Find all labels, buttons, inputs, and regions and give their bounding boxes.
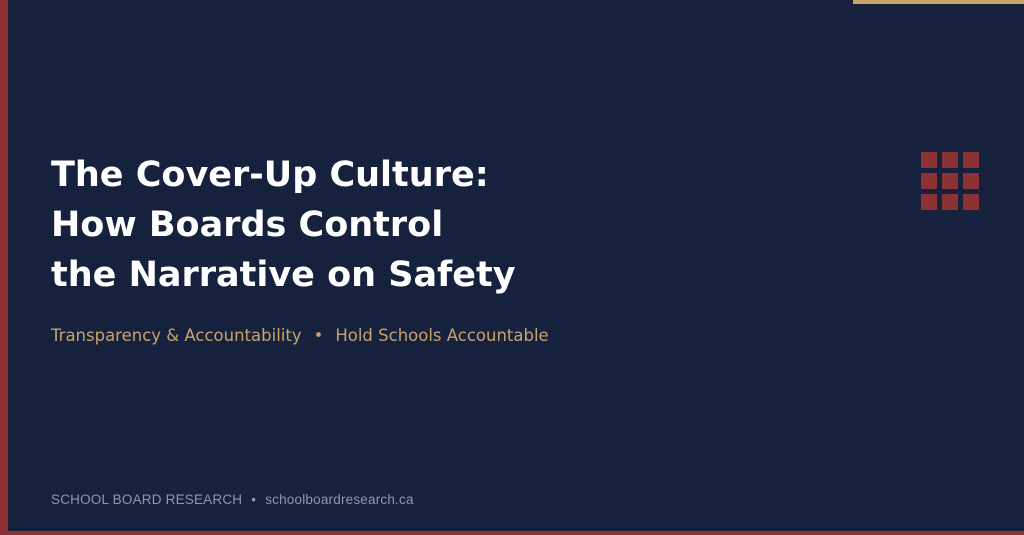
grid-square — [942, 152, 958, 168]
grid-icon — [921, 152, 981, 212]
top-accent-bar — [853, 0, 1024, 4]
grid-square — [942, 173, 958, 189]
footer-brand: SCHOOL BOARD RESEARCH — [51, 492, 243, 507]
grid-square — [921, 173, 937, 189]
subtitle-category: Transparency & Accountability — [51, 326, 302, 345]
subtitle-separator: • — [313, 326, 324, 345]
footer — [51, 492, 414, 507]
grid-square — [963, 173, 979, 189]
title-line-1: The Cover-Up Culture: — [51, 155, 489, 195]
footer-separator: • — [251, 492, 257, 507]
bottom-accent-bar — [0, 531, 1024, 535]
subtitle-tag: Hold Schools Accountable — [335, 326, 549, 345]
title-line-2: How Boards Control — [51, 205, 444, 245]
grid-square — [963, 194, 979, 210]
grid-square — [921, 194, 937, 210]
subtitle — [51, 326, 549, 345]
grid-square — [963, 152, 979, 168]
left-accent-bar — [0, 0, 8, 535]
footer-url: schoolboardresearch.ca — [265, 492, 414, 507]
grid-square — [942, 194, 958, 210]
title-line-3: the Narrative on Safety — [51, 255, 516, 295]
page-title — [51, 150, 516, 300]
grid-square — [921, 152, 937, 168]
